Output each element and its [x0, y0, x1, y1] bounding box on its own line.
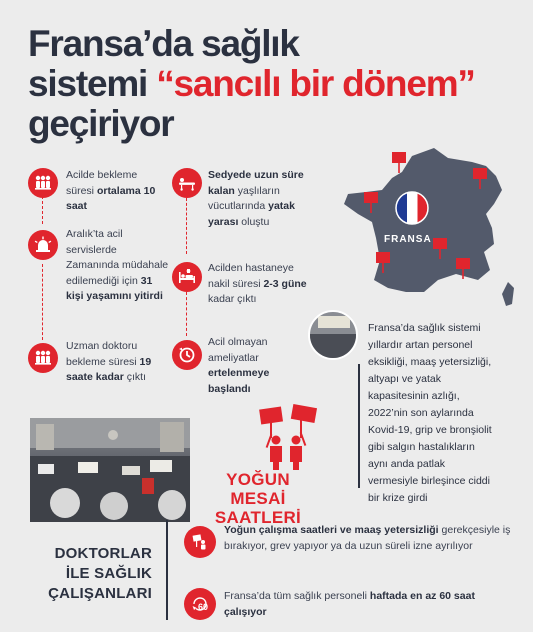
hospital-bed-icon [172, 262, 202, 292]
protesters-icon [252, 404, 324, 470]
item-text: oluştu [238, 215, 270, 228]
section-heading-line: ÇALIŞANLARI [48, 585, 152, 602]
protest-photo [30, 418, 190, 522]
alarm-siren-icon [28, 230, 58, 260]
people-waiting-icon [28, 343, 58, 373]
item-text: Acilden hastaneye nakil süresi [208, 262, 294, 290]
connector-line [42, 264, 43, 340]
item-text: kadar çıktı [208, 293, 257, 305]
list-item-transfer-time [208, 261, 308, 308]
section-heading-line: DOKTORLAR [54, 545, 152, 562]
item-text: gerekçesiyle iş bırakıyor, grev yapıyor ya da uzun süreli izne ayrılıyor [224, 524, 511, 552]
list-item-bedsores [208, 168, 308, 230]
item-bold: Sedyede uzun süre kalan [208, 169, 304, 197]
title-text: sistemi [28, 63, 157, 104]
french-flag-icon [396, 192, 429, 224]
item-text: Uzman doktoru bekleme süresi [66, 340, 140, 368]
item-text: Acil olmayan ameliyatlar [208, 336, 268, 364]
yogun-heading [188, 470, 328, 527]
yogun-line-1: YOĞUN [226, 470, 290, 489]
page-title-line-1 [28, 22, 299, 66]
page-title-line-2 [28, 62, 475, 106]
item-bold: yatak yarası [208, 200, 295, 228]
list-item-wait-time [66, 168, 166, 215]
item-text: Fransa’da tüm sağlık personeli [224, 590, 370, 602]
list-item-surgeries-postponed [208, 335, 304, 397]
corsica-shape [502, 282, 514, 306]
stretcher-icon [172, 168, 202, 198]
people-waiting-icon [28, 168, 58, 198]
title-highlight: “sancılı bir dönem” [156, 63, 475, 104]
item-text: çıktı [123, 371, 146, 383]
connector-line [186, 198, 187, 254]
clock-postpone-icon [172, 340, 202, 370]
list-item-strikes [224, 522, 514, 554]
item-bold: Yoğun çalışma saatleri ve maaş yetersizliği [224, 524, 439, 536]
list-item-deaths [66, 227, 170, 305]
item-text: yaşlıların vücutlarında [208, 184, 280, 212]
title-text: geçiriyor [28, 103, 174, 144]
item-bold: ortalama 10 saat [66, 184, 156, 212]
connector-line [186, 292, 187, 336]
title-text: Fransa’da sağlık [28, 23, 299, 64]
item-text: Acilde bekleme süresi [66, 169, 138, 197]
yogun-line-2: MESAİ SAATLERİ [214, 489, 302, 527]
info-divider [358, 364, 360, 488]
protest-sign-icon [184, 526, 216, 558]
section-divider [166, 520, 168, 620]
item-bold: 31 kişi yaşamını yitirdi [66, 274, 163, 302]
item-text: Aralık’ta acil servislerde Zamanında müdahale edilemediği için [66, 228, 169, 287]
protest-thumbnail-image [308, 310, 358, 360]
item-bold: 19 saate kadar [66, 355, 152, 383]
map-label: FRANSA [384, 234, 432, 245]
page-title-line-3 [28, 102, 174, 146]
item-bold: haftada en az 60 saat çalışıyor [224, 590, 475, 618]
section-heading-line: İLE SAĞLIK [65, 565, 152, 582]
list-item-weekly-hours [224, 588, 514, 620]
item-bold: ertelenmeye başlandı [208, 367, 270, 395]
sixty-badge: 60 [197, 602, 208, 612]
section-heading [44, 544, 152, 604]
france-map [336, 142, 526, 314]
sixty-hours-icon [184, 588, 216, 620]
info-text: Fransa’da sağlık sistemi yıllardır artan personel eksikliği, maaş yetersizliği, altyapı ve yatak kapasitesinin azlığı, 2022’nin son aylarında Kovid-19, grip ve bronşiolit gibi salgın hastalıkların aynı anda patlak vermesiyle birleşince ciddi bir krize girdi [368, 322, 492, 504]
item-bold: 2-3 güne [263, 277, 307, 290]
connector-line [42, 196, 43, 224]
list-item-specialist-wait [66, 339, 166, 386]
